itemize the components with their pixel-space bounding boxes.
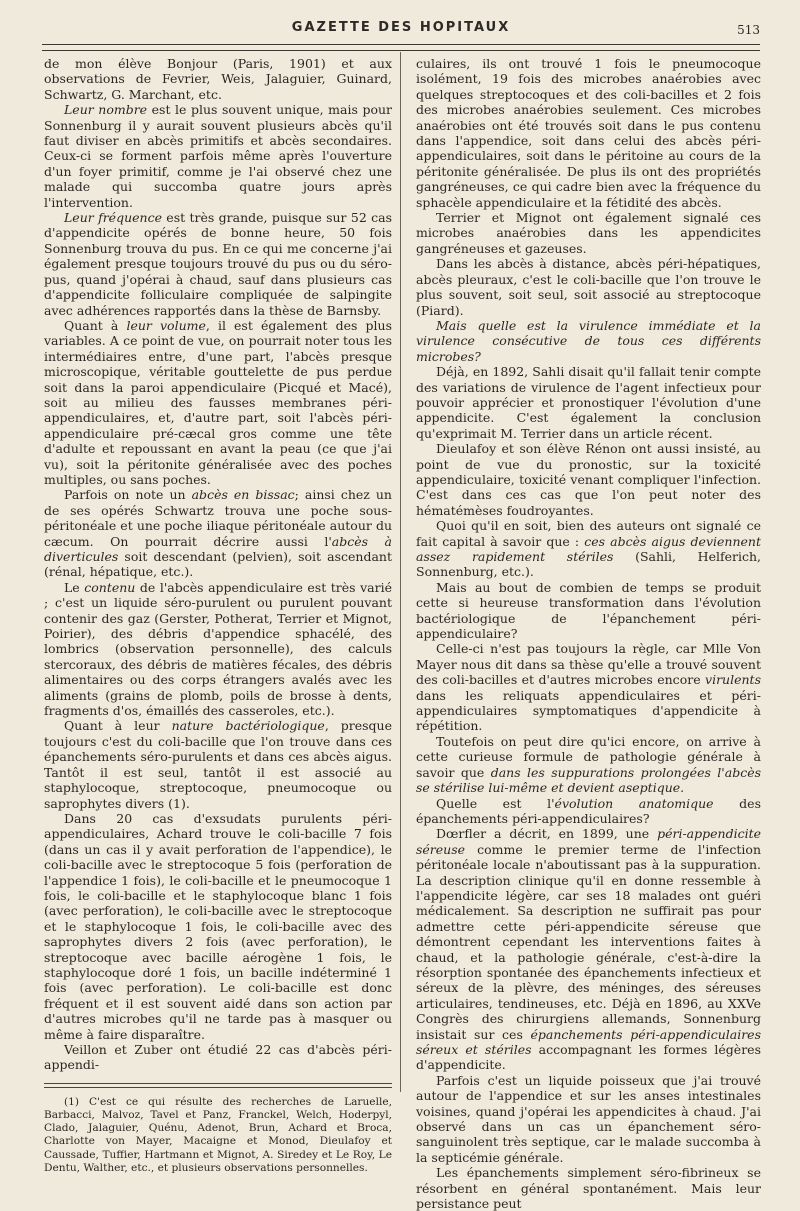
paragraph [416,318,761,364]
paragraph-text: soit descendant (pelvien), soit ascendant (rénal, hépatique, etc.). [44,549,392,580]
paragraph-text: de l'abcès appendiculaire est très varié ; c'est un liquide séro-purulent ou purulent pouvant contenir des gaz (Gerster, Potherat, Terrier et Mignot, Poirier), des débris d'appendice sphacélé, des lombrics (observation personnelle), des calculs stercoraux, des débris de matières fécales, des débris alimentaires ou des corps étrangers avalés avec les aliments (grains de plomb, poils de brosse à dents, fragments d'os, émaillés des casseroles, etc.). [44,579,393,719]
footnote-rule [44,1083,392,1088]
paragraph [416,796,761,827]
paragraph: de mon élève Bonjour (Paris, 1901) et aux observations de Fevrier, Weis, Jalaguier, Guinard, Schwartz, G. Marchant, etc. [44,56,392,102]
paragraph-text: Quant à leur [64,718,172,734]
paragraph: Veillon et Zuber ont étudié 22 cas d'abcès péri-appendi- [44,1042,392,1073]
emphasis: virulents [705,672,761,688]
emphasis: ces abcès aigus deviennent assez rapidement stériles [416,533,761,564]
page-number: 513 [737,23,760,37]
paragraph: Parfois c'est un liquide poisseux que j'ai trouvé autour de l'appendice et sur les anses intestinales voisines, quand j'opérai les appendicites à chaud. J'ai observé dans un cas un épanchement séro-sanguinolent très septique, car le malade succomba à la septicémie générale. [416,1072,761,1165]
footnote: (1) C'est ce qui résulte des recherches de Laruelle, Barbacci, Malvoz, Tavel et Panz, Franckel, Welch, Hoderpyl, Clado, Jalaguier, Quénu, Adenot, Brun, Achard et Broca, Charlotte von Mayer, Macaigne et Monod, Dieulafoy et Caussade, Tuffier, Hartmann et Mignot, A. Siredey et Le Roy, Le Dentu, Walther, etc., et plusieurs observations personnelles. [44,1095,392,1174]
paragraph-text: dans les reliquats appendiculaires et péri-appendiculaires symptomatiques d'appendicite à répétition. [416,687,761,734]
emphasis: dans les suppurations prolongées l'abcès se stérilise lui-même et devient aseptique. [416,764,762,796]
paragraph-text: comme le premier terme de l'infection péritonéale locale n'aboutissant pas à la suppuration. La description clinique qu'il en donne ressemble à l'appendicite légère, car ses 18 malades ont guéri médicalement. Sa description ne suffirait pas pour admettre cette péri-appendicite séreuse que démontrent cependant les interventions faites à chaud, et la pathologie générale, c'est-à-dire la résorption spontanée des épanchements infectieux et séreux de la plèvre, des méninges, des séreuses articulaires, tendineuses, etc. Déjà en 1896, au XXVe Congrès des chirurgiens allemands, Sonnenburg insistait sur ces [416,841,761,1042]
paragraph-text: des épanchements péri-appendiculaires? [416,795,761,826]
paragraph [44,210,392,318]
paragraph [44,102,392,210]
paragraph [44,487,392,579]
paragraph-text: (Sahli, Helferich, Sonnenburg, etc.). [416,549,761,580]
paragraph-lead: contenu [84,579,136,595]
running-head [42,18,760,38]
paragraph-text: Le [64,579,85,595]
paragraph [44,718,392,810]
header-rule [42,44,760,51]
emphasis: évolution anatomique [554,795,714,811]
journal-title: GAZETTE DES HOPITAUX [291,20,511,35]
paragraph-text: Quant à [64,317,127,333]
paragraph-lead: leur volume [126,317,206,333]
paragraph-text: Quoi qu'il en soit, bien des auteurs ont signalé ce fait capital à savoir que : [416,518,761,549]
paragraph-text: , presque toujours c'est du coli-bacille que l'on trouve dans ces épanchements séro-purulents et dans ces abcès aigus. Tantôt il est seul, tantôt il est associé au staphylocoque, streptocoque, pneumocoque ou saprophytes divers (1). [44,718,392,811]
emphasis: épanchements péri-appendiculaires séreux et stériles [416,1026,761,1057]
paragraph-lead: Leur fréquence [64,210,162,226]
paragraph-text: Quelle est l' [436,795,555,811]
emphasis: abcès à diverticules [44,533,392,564]
paragraph: Terrier et Mignot ont également signalé ces microbes anaérobies dans les appendicites gangréneuses et gazeuses. [416,210,761,256]
paragraph: Dans 20 cas d'exsudats purulents péri-appendiculaires, Achard trouve le coli-bacille 7 fois (dans un cas il y avait perforation de l'appendice), le coli-bacille avec le streptocoque 5 fois (perforation de l'appendice 1 fois), le coli-bacille et le pneumocoque 1 fois, le coli-bacille et le staphylocoque blanc 1 fois (avec perforation), le coli-bacille avec le streptocoque et le staphylocoque 1 fois, le coli-bacille avec des saprophytes divers 2 fois (avec perforation), le streptocoque avec bacille aérogène 1 fois, le staphylocoque doré 1 fois, un bacille indéterminé 1 fois (avec perforation). Le coli-bacille est donc fréquent et il est souvent aidé dans son action par d'autres microbes qu'il ne tarde pas à masquer ou même à faire disparaître. [44,810,392,1042]
emphasis: Mais quelle est la virulence immédiate et la virulence consécutive de tous ces différents microbes? [416,317,761,364]
paragraph-text: ; ainsi chez un de ses opérés Schwartz trouva une poche sous-péritonéale et une poche iliaque péritonéale autour du cæcum. On pourrait décrire aussi l' [44,487,392,549]
paragraph-text: est le plus souvent unique, mais pour Sonnenburg il y aurait souvent plusieurs abcès qu'il faut diviser en abcès primitifs et abcès secondaires. Ceux-ci se forment parfois même après l'ouverture d'un foyer primitif, comme je l'ai observé chez une malade qui succomba quatre jours après l'intervention. [44,102,392,210]
paragraph [416,734,761,796]
emphasis: abcès en bissac [191,487,295,503]
paragraph-text: est très grande, puisque sur 52 cas d'appendicite opérés de bonne heure, 50 fois Sonnenburg trouva du pus. En ce qui me concerne j'ai également presque toujours trouvé du pus ou du séro-pus, quand j'opérai à chaud, sauf dans plusieurs cas d'appendicite folliculaire compliquée de salpingite avec adhérences rapportés dans la thèse de Barnsby. [44,210,392,318]
paragraph: Mais au bout de combien de temps se produit cette si heureuse transformation dans l'évolution bactériologique de l'épanchement péri-appendiculaire? [416,579,761,642]
paragraph-lead: nature bactériologique [171,718,325,734]
paragraph [416,518,761,580]
paragraph: Les épanchements simplement séro-fibrineux se résorbent en général spontanément. Mais leur persistance peut [416,1165,761,1211]
paragraph-text: Parfois on note un [64,487,192,503]
paragraph [416,826,761,1073]
paragraph: Dans les abcès à distance, abcès péri-hépatiques, abcès pleuraux, c'est le coli-bacille que l'on trouve le plus souvent, soit seul, soit associé au streptocoque (Piard). [416,256,761,318]
paragraph-lead: Leur nombre [64,102,148,118]
paragraph-text: Dœrfler a décrit, en 1899, une [436,826,658,842]
paragraph [44,318,392,487]
column-divider [400,52,401,1092]
paragraph: culaires, ils ont trouvé 1 fois le pneumocoque isolément, 19 fois des microbes anaérobies avec quelques streptocoques et des coli-bacilles et 2 fois des microbes anaérobies seulement. Ces microbes anaérobies ont été trouvés soit dans le pus contenu dans l'appendice, soit dans celui des abcès péri-appendiculaires, soit dans le péritoine au cours de la péritonite généralisée. De plus ils ont des propriétés gangréneuses, ce qui cadre bien avec la fréquence du sphacèle appendiculaire et la fétidité des abcès. [416,56,761,210]
paragraph-text: accompagnant les formes légères d'appendicite. [416,1042,761,1073]
paragraph: Déjà, en 1892, Sahli disait qu'il fallait tenir compte des variations de virulence de l'agent infectieux pour pouvoir apprécier et pronostiquer l'évolution d'une appendicite. C'est également la conclusion qu'exprimait M. Terrier dans un article récent. [416,364,761,441]
paragraph: Dieulafoy et son élève Rénon ont aussi insisté, au point de vue du pronostic, sur la toxicité appendiculaire, toxicité venant compliquer l'infection. C'est dans ces cas que l'on peut noter des hématémèses foudroyantes. [416,441,761,518]
right-column [416,56,761,1211]
paragraph-text: Celle-ci n'est pas toujours la règle, car Mlle Von Mayer nous dit dans sa thèse qu'elle a trouvé souvent des coli-bacilles et d'autres microbes encore [416,641,761,688]
paragraph [416,641,761,733]
left-column [44,56,392,1175]
paragraph-text: Toutefois on peut dire qu'ici encore, on arrive à cette curieuse formule de pathologie générale à savoir que [416,733,761,780]
paragraph-text: , il est également des plus variables. A ce point de vue, on pourrait noter tous les intermédiaires entre, d'une part, l'abcès presque microscopique, véritable gouttelette de pus perdue soit dans la paroi appendiculaire (Picqué et Macé), soit au milieu des fausses membranes péri-appendiculaires, et, d'autre part, soit l'abcès péri-appendiculaire pré-cæcal gros comme une tête d'adulte et repoussant en avant la peau (ce que j'ai vu), soit la péritonite généralisée avec des poches multiples, ou sans poches. [44,317,392,487]
emphasis: péri-appendicite séreuse [416,826,761,857]
paragraph [44,580,392,719]
